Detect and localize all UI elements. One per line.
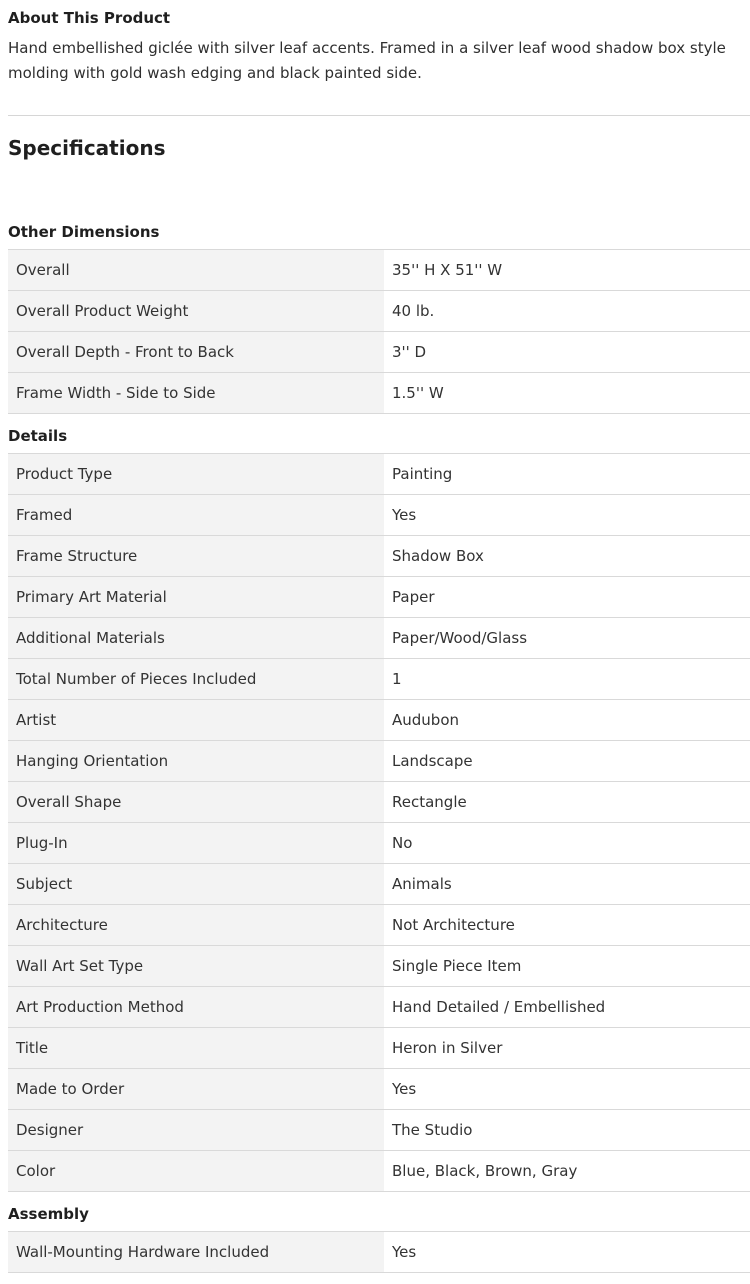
- spec-value: 3'' D: [384, 332, 750, 372]
- spec-value: Not Architecture: [384, 905, 750, 945]
- specifications-heading: Specifications: [8, 136, 166, 160]
- spec-value: Audubon: [384, 700, 750, 740]
- spec-row: [8, 659, 750, 700]
- spec-value: 1.5'' W: [384, 373, 750, 413]
- spec-row: [8, 864, 750, 905]
- spec-value: Yes: [384, 1232, 750, 1272]
- spec-value: 1: [384, 659, 750, 699]
- spec-row: [8, 741, 750, 782]
- spec-label: Frame Width - Side to Side: [8, 373, 384, 413]
- spec-label: Artist: [8, 700, 384, 740]
- spec-label: Overall Shape: [8, 782, 384, 822]
- spec-value: Rectangle: [384, 782, 750, 822]
- spec-group-title: Details: [8, 414, 750, 454]
- spec-label: Overall: [8, 250, 384, 290]
- spec-value: 35'' H X 51'' W: [384, 250, 750, 290]
- spec-value: Animals: [384, 864, 750, 904]
- spec-row: [8, 946, 750, 987]
- spec-group-other-dimensions: [8, 210, 750, 414]
- spec-value: Landscape: [384, 741, 750, 781]
- about-heading: About This Product: [8, 9, 171, 27]
- spec-row: [8, 536, 750, 577]
- spec-row: [8, 291, 750, 332]
- spec-row: [8, 332, 750, 373]
- spec-label: Plug-In: [8, 823, 384, 863]
- spec-value: Blue, Black, Brown, Gray: [384, 1151, 750, 1191]
- spec-label: Art Production Method: [8, 987, 384, 1027]
- spec-row: [8, 1232, 750, 1273]
- spec-value: Heron in Silver: [384, 1028, 750, 1068]
- spec-label: Architecture: [8, 905, 384, 945]
- spec-label: Overall Product Weight: [8, 291, 384, 331]
- spec-group-title: Other Dimensions: [8, 210, 750, 250]
- spec-row: [8, 987, 750, 1028]
- spec-value: No: [384, 823, 750, 863]
- spec-row: [8, 618, 750, 659]
- spec-label: Framed: [8, 495, 384, 535]
- spec-row: [8, 1069, 750, 1110]
- spec-group-details: [8, 414, 750, 1192]
- spec-row: [8, 373, 750, 414]
- spec-value: Paper: [384, 577, 750, 617]
- spec-value: Yes: [384, 1069, 750, 1109]
- spec-row: [8, 454, 750, 495]
- spec-label: Hanging Orientation: [8, 741, 384, 781]
- spec-label: Additional Materials: [8, 618, 384, 658]
- spec-value: Painting: [384, 454, 750, 494]
- spec-value: Yes: [384, 495, 750, 535]
- spec-row: [8, 250, 750, 291]
- section-divider: [8, 115, 750, 116]
- spec-label: Total Number of Pieces Included: [8, 659, 384, 699]
- specifications-table: [8, 210, 750, 1273]
- spec-label: Color: [8, 1151, 384, 1191]
- spec-group-title: Assembly: [8, 1192, 750, 1232]
- spec-label: Product Type: [8, 454, 384, 494]
- spec-label: Subject: [8, 864, 384, 904]
- spec-row: [8, 1028, 750, 1069]
- spec-value: Hand Detailed / Embellished: [384, 987, 750, 1027]
- spec-row: [8, 1110, 750, 1151]
- spec-row: [8, 495, 750, 536]
- spec-row: [8, 1151, 750, 1192]
- spec-label: Wall Art Set Type: [8, 946, 384, 986]
- spec-value: The Studio: [384, 1110, 750, 1150]
- spec-row: [8, 782, 750, 823]
- spec-label: Wall-Mounting Hardware Included: [8, 1232, 384, 1272]
- spec-value: Paper/Wood/Glass: [384, 618, 750, 658]
- spec-label: Primary Art Material: [8, 577, 384, 617]
- spec-row: [8, 577, 750, 618]
- spec-value: Single Piece Item: [384, 946, 750, 986]
- about-description: Hand embellished giclée with silver leaf accents. Framed in a silver leaf wood shadow box style molding with gold wash edging and black painted side.: [8, 39, 726, 82]
- spec-label: Frame Structure: [8, 536, 384, 576]
- spec-row: [8, 905, 750, 946]
- spec-row: [8, 700, 750, 741]
- spec-label: Overall Depth - Front to Back: [8, 332, 384, 372]
- spec-label: Designer: [8, 1110, 384, 1150]
- spec-group-assembly: [8, 1192, 750, 1273]
- spec-label: Made to Order: [8, 1069, 384, 1109]
- spec-row: [8, 823, 750, 864]
- spec-value: Shadow Box: [384, 536, 750, 576]
- spec-label: Title: [8, 1028, 384, 1068]
- spec-value: 40 lb.: [384, 291, 750, 331]
